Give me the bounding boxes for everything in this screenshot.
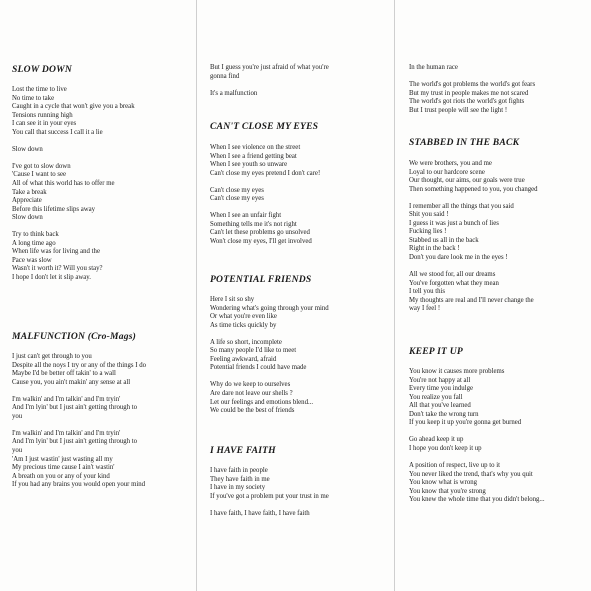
lyric-line: You knew the whole time that you didn't belong... [409, 496, 545, 504]
lyric-line: You know it causes more problems [409, 368, 505, 375]
stanza-break [210, 204, 392, 213]
lyric-line: Something tells me it's not right [210, 220, 297, 228]
lyric-line: We could be the best of friends [210, 407, 295, 415]
lyric-line: You know what is wrong [409, 479, 478, 487]
lyric-line: Appreciate [12, 197, 42, 205]
lyric-line: The world's got problems the world's got fears [409, 81, 536, 89]
lyric-line: You've forgotten what they mean [409, 279, 499, 287]
lyric-line: Take a break [12, 188, 47, 196]
lyric-line: When I see a friend getting beat [210, 152, 297, 160]
lyric-line: A position of respect, live up to it [409, 462, 500, 470]
lyric-line: I guess it was just a bunch of lies [409, 219, 499, 227]
lyric-line: Before this lifetime slips away [12, 205, 96, 213]
lyric-line: Wondering what's going through your mind [210, 304, 329, 312]
lyric-line: I have faith, I have faith, I have faith [210, 509, 310, 517]
lyric-line: And I'm lyin' but I just ain't getting through to [12, 404, 138, 412]
song-i-have-faith-continued [409, 64, 589, 115]
song-title: CAN'T CLOSE MY EYES [210, 121, 319, 132]
song-lyrics [210, 144, 392, 247]
lyric-line: way I feel ! [409, 305, 441, 313]
lyric-line: Go ahead keep it up [409, 436, 464, 444]
lyrics-column-3 [409, 0, 589, 591]
song-malfunction-continued [210, 64, 392, 98]
lyric-line: Pace was slow [12, 256, 52, 264]
lyric-line: Caught in a cycle that won't give you a break [12, 103, 135, 111]
lyric-line: Loyal to our hardcore scene [409, 168, 485, 176]
lyric-line: Every time you indulge [409, 385, 473, 393]
stanza-break [12, 223, 194, 232]
lyric-line: When I see youth so unware [210, 161, 288, 169]
stanza-break [210, 81, 392, 90]
stanza-break [409, 263, 589, 272]
lyric-line: Stabbed us all in the back [409, 236, 479, 244]
lyric-line: The world's got riots the world's got fights [409, 98, 525, 106]
song-slow-down [12, 64, 194, 283]
lyric-line: If you've got a problem put your trust in me [210, 492, 329, 500]
lyric-line: You're not happy at all [409, 376, 471, 384]
lyric-line: As time ticks quickly by [210, 321, 277, 329]
song-lyrics [409, 160, 589, 314]
lyric-line: So many people I'd like to meet [210, 347, 297, 355]
song-title: STABBED IN THE BACK [409, 137, 520, 148]
lyric-line: When I see violence on the street [210, 144, 301, 151]
stanza-break [409, 73, 589, 82]
lyric-line: Maybe I'd be better off takin' to a wall [12, 370, 116, 378]
lyric-line: I just can't get through to you [12, 353, 92, 360]
song-title: I HAVE FAITH [210, 445, 276, 456]
lyric-line: Fucking lies ! [409, 228, 447, 236]
lyric-line: Are dare not leave our shells ? [210, 390, 293, 398]
lyric-line: Don't take the wrong turn [409, 410, 479, 418]
lyric-line: I hope you don't keep it up [409, 444, 482, 452]
stanza-break [409, 428, 589, 437]
song-i-have-faith [210, 445, 392, 518]
lyric-line: I'm walkin' and I'm talkin' and I'm tryin' [12, 395, 121, 403]
lyric-line: They have faith in me [210, 475, 270, 483]
lyric-line: Wasn't it worth it? Will you stay? [12, 265, 103, 273]
stanza-break [210, 330, 392, 339]
song-lyrics [210, 296, 392, 416]
stanza-break [210, 178, 392, 187]
song-title: KEEP IT UP [409, 346, 463, 357]
stanza-break [210, 501, 392, 510]
lyric-line: Don't you dare look me in the eyes ! [409, 254, 508, 262]
song-title: POTENTIAL FRIENDS [210, 274, 312, 285]
lyric-line: A breath on you or any of your kind [12, 472, 110, 480]
lyric-line: you [12, 447, 23, 455]
page-fold-left [196, 0, 197, 591]
song-stabbed-in-the-back [409, 137, 589, 314]
lyric-line: Shit you said ! [409, 211, 449, 219]
lyric-line: I have faith in people [210, 467, 268, 474]
stanza-break [12, 154, 194, 163]
lyric-line: Try to think back [12, 231, 59, 239]
stanza-break [12, 387, 194, 396]
lyric-line: You know that you're strong [409, 487, 486, 495]
lyric-line: I tell you this [409, 288, 446, 296]
lyric-line: Why do we keep to ourselves [210, 381, 291, 389]
lyric-line: All we stood for, all our dreams [409, 271, 496, 279]
lyric-line: 'Am I just wastin' just wasting all my [12, 455, 113, 463]
song-lyrics [210, 467, 392, 518]
lyric-line: You never liked the trend, that's why you quit [409, 470, 533, 478]
lyric-line: Tensions running high [12, 111, 73, 119]
song-lyrics [12, 86, 194, 283]
stanza-break [409, 453, 589, 462]
lyric-line: Can't close my eyes [210, 186, 264, 194]
lyric-line: Slow down [12, 214, 43, 222]
stanza-break [12, 421, 194, 430]
lyric-line: My precious time cause I ain't wastin' [12, 464, 115, 472]
song-lyrics [409, 368, 589, 505]
lyric-line: Despite all the noys I try or any of the things I do [12, 361, 147, 369]
lyric-line: And I'm lyin' but I just ain't getting through to [12, 438, 138, 446]
lyrics-column-1 [12, 0, 194, 591]
page-fold-right [394, 0, 395, 591]
lyric-line: Won't close my eyes, I'll get involved [210, 238, 312, 246]
lyric-line: You realize you fall [409, 393, 463, 401]
song-potential-friends [210, 274, 392, 416]
lyric-line: I can see it in your eyes [12, 120, 77, 128]
lyric-line: Can't close my eyes pretend I don't care! [210, 169, 321, 177]
lyric-line: But I guess you're just afraid of what you're [210, 64, 329, 71]
song-lyrics [409, 64, 589, 115]
lyric-line: All that you've learned [409, 402, 471, 410]
lyric-line: It's a malfunction [210, 89, 258, 97]
song-malfunction [12, 331, 194, 490]
lyric-line: I remember all the things that you said [409, 202, 514, 210]
song-keep-it-up [409, 346, 589, 505]
song-lyrics [12, 353, 194, 490]
lyric-line: But my trust in people makes me not scared [409, 89, 529, 97]
lyric-line: Cause you, you ain't makin' any sense at all [12, 378, 131, 386]
lyric-line: Here I sit so shy [210, 296, 255, 303]
lyric-line: Lost the time to live [12, 86, 67, 93]
lyrics-column-2 [210, 0, 392, 591]
lyric-line: Our thought, our aims, our goals were true [409, 177, 525, 185]
song-cant-close-my-eyes [210, 121, 392, 247]
lyric-line: Potential friends I could have made [210, 364, 307, 372]
stanza-break [210, 373, 392, 382]
lyric-line: No time to take [12, 94, 55, 102]
lyric-line: you [12, 412, 23, 420]
lyric-line: You call that success I call it a lie [12, 128, 103, 136]
lyric-line: If you keep it up you're gonna get burned [409, 419, 522, 427]
stanza-break [409, 194, 589, 203]
lyric-line: A long time ago [12, 239, 56, 247]
lyric-line: Let our feelings and emotions blend... [210, 398, 314, 406]
lyric-line: Then something happened to you, you changed [409, 185, 538, 193]
lyric-line: Feeling awkward, afraid [210, 355, 277, 363]
lyric-line: Or what you're even like [210, 313, 277, 321]
lyric-line: We were brothers, you and me [409, 160, 492, 167]
lyric-line: Can't close my eyes [210, 195, 264, 203]
lyric-line: When I see an unfair fight [210, 212, 282, 220]
lyric-line: Right in the back ! [409, 245, 460, 253]
song-lyrics [210, 64, 392, 98]
lyric-line: Slow down [12, 145, 43, 153]
lyric-line: My thoughts are real and I'll never change the [409, 296, 534, 304]
lyric-line: I'm walkin' and I'm talkin' and I'm tryin' [12, 429, 121, 437]
song-title: SLOW DOWN [12, 64, 72, 75]
lyric-line: gonna find [210, 72, 240, 80]
lyric-line: I have in my society [210, 484, 266, 492]
lyric-line: In the human race [409, 64, 458, 71]
lyric-line: If you had any brains you would open your mind [12, 481, 146, 489]
lyric-line: I've got to slow down [12, 162, 71, 170]
lyric-line: 'Cause I want to see [12, 171, 67, 179]
lyric-line: I hope I don't let it slip away. [12, 274, 91, 282]
lyric-line: Can't let these problems go unsolved [210, 229, 310, 237]
lyric-line: But I trust people will see the light ! [409, 106, 508, 114]
lyric-line: When life was for living and the [12, 248, 100, 256]
song-title: MALFUNCTION (Cro-Mags) [12, 331, 137, 342]
stanza-break [12, 137, 194, 146]
lyric-line: A life so short, incomplete [210, 338, 282, 346]
lyric-line: All of what this world has to offer me [12, 180, 115, 188]
